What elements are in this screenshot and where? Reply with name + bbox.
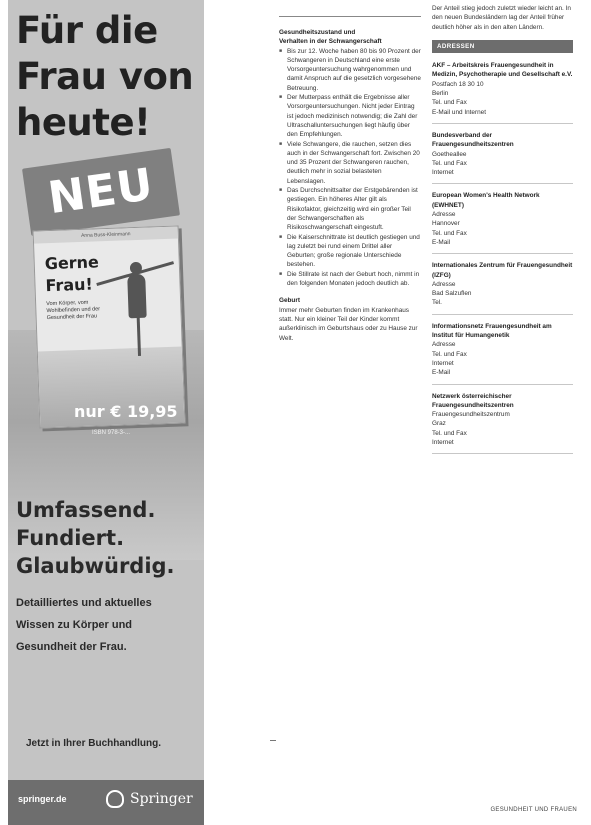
organization-name: Bundesverband der Frauengesundheitszentren <box>432 131 514 149</box>
book-subtitle: Vom Körper, vom Wohlbefinden und der Gesundheit der Frau <box>46 299 101 322</box>
address-box-title: ADRESSEN <box>432 40 573 53</box>
address-line: Tel. <box>432 299 442 307</box>
price-label: nur € 19,95 <box>74 402 178 421</box>
ad-call-to-action: Jetzt in Ihrer Buchhandlung. <box>26 738 162 749</box>
book-cover <box>33 226 186 429</box>
address-line: Tel. und Fax <box>432 159 467 167</box>
ad-headline-line: heute! <box>16 101 151 144</box>
organization-name: AKF – Arbeitskreis Frauengesundheit in Medizin, Psychotherapie und Gesellschaft e.V. <box>432 62 573 79</box>
address-line: Adresse <box>432 341 456 349</box>
ad-description-line: Wissen zu Körper und <box>16 619 133 631</box>
price-note: ISBN 978-3-... <box>92 430 131 436</box>
intro-paragraph: Der Anteil stieg jedoch zuletzt wieder leicht an. In den neuen Bundesländern lag der Anteil früher deutlich höher als in den alten Ländern. <box>432 5 571 31</box>
ad-description <box>16 592 196 658</box>
address-line: Tel. und Fax <box>432 99 467 107</box>
address-entry <box>432 191 573 254</box>
list-item: ■ Die Kaiserschnittrate ist deutlich gestiegen und lag zuletzt bei rund einem Drittel aller Geburten; große regionale Unterschiede bestehen. <box>279 233 421 270</box>
new-badge-label: NEU <box>45 158 157 225</box>
list-item: ■ Bis zur 12. Woche haben 80 bis 90 Prozent der Schwangeren in Deutschland eine erste Vorsorgeuntersuchung wahrgenommen und damit Anspruch auf die gesetzlich vorgesehene Betreuung. <box>279 47 421 93</box>
new-badge <box>22 148 180 236</box>
address-entry <box>432 322 573 385</box>
address-entry <box>432 261 573 314</box>
figure-leg <box>137 316 141 356</box>
address-line: Berlin <box>432 90 449 98</box>
book-title-line: Frau! <box>45 274 94 296</box>
address-line: E-Mail und Internet <box>432 108 486 116</box>
organization-name: European Women's Health Network (EWHNET) <box>432 192 540 209</box>
ad-headline <box>16 8 202 146</box>
ad-description-line: Detailliertes und aktuelles <box>16 597 152 609</box>
ad-headline-line: Frau von <box>16 55 194 98</box>
ad-claim-line: Fundiert. <box>16 526 125 550</box>
book-author: Anna Buss-Kleinmann <box>34 227 178 244</box>
address-line: Tel. und Fax <box>432 350 467 358</box>
springer-horse-icon <box>106 790 124 808</box>
publisher-url[interactable]: springer.de <box>18 794 67 804</box>
address-line: Graz <box>432 420 446 428</box>
article-column-right <box>432 4 573 461</box>
section-heading <box>279 28 421 47</box>
address-box <box>432 40 573 454</box>
fact-list <box>279 47 421 289</box>
section-paragraph: Immer mehr Geburten finden im Krankenhaus statt. Nur ein kleiner Teil der Kinder kommt außerklinisch im Geburtshaus oder zu Hause zur Welt. <box>279 306 418 342</box>
publisher-logo: Springer <box>130 791 193 807</box>
address-line: Adresse <box>432 211 456 219</box>
ad-description-line: Gesundheit der Frau. <box>16 641 127 653</box>
list-item: ■ Die Stillrate ist nach der Geburt hoch, nimmt in den folgenden Monaten jedoch deutlich ab. <box>279 270 421 289</box>
list-item: ■ Der Mutterpass enthält die Ergebnisse aller Vorsorgeuntersuchungen. Nicht jeder Eintrag ist jedoch medizinisch notwendig; die Zahl der Ultraschalluntersuchungen liegt häufig über den Empfehlungen. <box>279 93 421 139</box>
page-footer: GESUNDHEIT UND FRAUEN <box>490 807 577 813</box>
address-line: Tel. und Fax <box>432 229 467 237</box>
organization-name: Netzwerk österreichischer Frauengesundheitszentren <box>432 392 514 409</box>
address-entry <box>432 61 573 124</box>
section-heading-line: Verhalten in der Schwangerschaft <box>279 38 382 46</box>
address-entry <box>432 131 573 184</box>
book-title <box>44 251 100 297</box>
ad-footer-bar <box>8 780 204 825</box>
list-item: ■ Das Durchschnittsalter der Erstgebärenden ist gestiegen. Ein höheres Alter gilt als Risikofaktor, gleichzeitig wird ein großer Teil der Schwangerschaften als Risikoschwangerschaft eingestuft. <box>279 186 421 232</box>
address-line: Tel. und Fax <box>432 429 467 437</box>
address-entry <box>432 392 573 455</box>
organization-name: Internationales Zentrum für Frauengesundheit (IZFG) <box>432 262 573 279</box>
address-line: Postfach 18 30 10 <box>432 80 484 88</box>
column-top-rule <box>279 16 421 17</box>
article-column-left <box>279 28 421 343</box>
address-line: Internet <box>432 169 454 177</box>
fold-mark <box>270 740 276 741</box>
figure-body <box>127 274 147 319</box>
address-line: Goetheallee <box>432 150 467 158</box>
ad-claim-line: Umfassend. <box>16 498 156 522</box>
address-line: Hannover <box>432 220 460 228</box>
spacer <box>279 288 421 296</box>
section-heading-line: Gesundheitszustand und <box>279 29 356 36</box>
address-line: E-Mail <box>432 238 451 246</box>
list-item: ■ Viele Schwangere, die rauchen, setzen dies auch in der Schwangerschaft fort. Zwischen 20 und 35 Prozent der Schwangeren rauchen, deutlich mehr in sozial belasteten Lebenslagen. <box>279 140 421 186</box>
book-title-line: Gerne <box>44 252 100 274</box>
address-line: Adresse <box>432 280 456 288</box>
ad-claim-line: Glaubwürdig. <box>16 554 175 578</box>
organization-name: Informationsnetz Frauengesundheit am Institut für Humangenetik <box>432 322 552 340</box>
address-line: Internet <box>432 359 454 367</box>
book-advertisement <box>8 0 204 825</box>
ad-headline-line: Für die <box>16 9 158 52</box>
address-line: Frauengesundheitszentrum <box>432 411 510 419</box>
section-heading-birth: Geburt <box>279 297 300 305</box>
address-line: Bad Salzuflen <box>432 290 472 298</box>
ad-claim <box>16 496 175 580</box>
address-line: E-Mail <box>432 369 451 377</box>
address-line: Internet <box>432 438 454 446</box>
